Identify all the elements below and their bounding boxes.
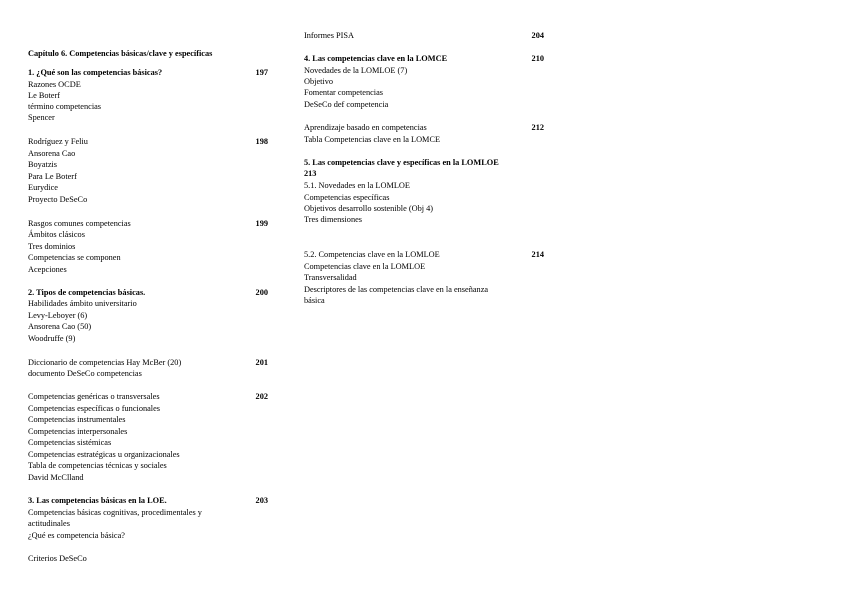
toc-entry	[28, 530, 268, 541]
toc-entry-text: Para Le Boterf	[28, 172, 77, 181]
toc-entry	[28, 229, 268, 240]
toc-entry-text: Proyecto DeSeCo	[28, 195, 88, 204]
toc-entry	[28, 333, 268, 344]
toc-entry-text: Transversalidad	[304, 273, 357, 282]
toc-entry-text: Descriptores de las competencias clave en la enseñanza	[304, 285, 489, 294]
toc-entry	[304, 284, 544, 295]
toc-entry-text: Competencias específicas o funcionales	[28, 404, 161, 413]
toc-entry	[28, 310, 268, 321]
toc-entry-text: Competencias básicas cognitivas, procedimentales y	[28, 508, 202, 517]
toc-entry	[304, 214, 544, 225]
toc-entry-text: 213	[304, 169, 317, 178]
toc-entry-text: Spencer	[28, 113, 55, 122]
page-number: 202	[255, 392, 268, 401]
toc-entry-text: Informes PISA	[304, 31, 355, 40]
toc-entry	[304, 122, 544, 133]
toc-entry	[28, 90, 268, 101]
toc-entry	[304, 249, 544, 260]
toc-entry	[28, 252, 268, 263]
toc-entry-text: Criterios DeSeCo	[28, 554, 87, 563]
toc-entry	[304, 76, 544, 87]
toc-entry	[28, 194, 268, 205]
toc-entry-text: básica	[304, 296, 325, 305]
toc-heading	[304, 53, 544, 64]
toc-entry-text: Boyatzis	[28, 160, 58, 169]
toc-entry	[28, 79, 268, 90]
toc-heading	[28, 495, 268, 506]
toc-entry	[28, 241, 268, 252]
toc-entry-text: Diccionario de competencias Hay McBer (20)	[28, 358, 182, 367]
toc-entry-text: 3. Las competencias básicas en la LOE.	[28, 496, 167, 505]
page-number: 200	[255, 288, 268, 297]
toc-entry-text: Competencias sistémicas	[28, 438, 112, 447]
toc-entry	[28, 264, 268, 275]
toc-entry	[304, 99, 544, 110]
toc-entry	[28, 368, 268, 379]
toc-entry	[28, 403, 268, 414]
toc-entry	[28, 553, 268, 564]
toc-heading	[28, 287, 268, 298]
toc-entry-text: término competencias	[28, 102, 102, 111]
toc-entry	[28, 218, 268, 229]
toc-entry	[304, 87, 544, 98]
toc-entry	[28, 101, 268, 112]
toc-entry-text: 4. Las competencias clave en la LOMCE	[304, 54, 448, 63]
toc-entry	[28, 171, 268, 182]
toc-entry	[28, 472, 268, 483]
toc-entry-text: Competencias instrumentales	[28, 415, 126, 424]
toc-entry-text: Acepciones	[28, 265, 67, 274]
toc-heading	[304, 157, 544, 168]
toc-entry	[28, 112, 268, 123]
page-number: 214	[531, 250, 544, 259]
toc-entry-text: Habilidades ámbito universitario	[28, 299, 137, 308]
toc-entry-text: 5.2. Competencias clave en la LOMLOE	[304, 250, 440, 259]
toc-entry	[304, 180, 544, 191]
toc-entry-text: Aprendizaje basado en competencias	[304, 123, 427, 132]
toc-entry	[28, 437, 268, 448]
toc-entry-text: documento DeSeCo competencias	[28, 369, 142, 378]
toc-entry-text: Levy-Leboyer (6)	[28, 311, 88, 320]
toc-entry	[304, 203, 544, 214]
toc-entry-text: David McClland	[28, 473, 84, 482]
toc-entry-text: 5. Las competencias clave y específicas en la LOMLOE	[304, 158, 499, 167]
toc-entry	[304, 272, 544, 283]
toc-entry-text: Ansorena Cao	[28, 149, 76, 158]
page-number: 212	[531, 123, 544, 132]
toc-entry-text: Tres dominios	[28, 242, 76, 251]
toc-entry-text: Novedades de la LOMLOE (7)	[304, 66, 408, 75]
toc-entry-text: Ansorena Cao (50)	[28, 322, 92, 331]
toc-entry-text: Ámbitos clásicos	[28, 230, 85, 239]
toc-entry-text: 5.1. Novedades en la LOMLOE	[304, 181, 410, 190]
toc-entry-text: actitudinales	[28, 519, 70, 528]
toc-entry	[28, 136, 268, 147]
toc-entry	[304, 192, 544, 203]
page-number: 199	[255, 219, 268, 228]
page-number: 201	[255, 358, 268, 367]
page-number: 198	[255, 137, 268, 146]
toc-entry	[28, 518, 268, 529]
toc-entry-text: Tabla Competencias clave en la LOMCE	[304, 135, 441, 144]
toc-heading	[28, 48, 268, 59]
toc-heading	[28, 67, 268, 78]
toc-entry-text: DeSeCo def competencia	[304, 100, 389, 109]
page-number: 203	[255, 496, 268, 505]
toc-entry-text: 1. ¿Qué son las competencias básicas?	[28, 68, 163, 77]
toc-entry-text: ¿Qué es competencia básica?	[28, 531, 125, 540]
toc-entry-text: Objetivos desarrollo sostenible (Obj 4)	[304, 204, 434, 213]
toc-entry-text: Rasgos comunes competencias	[28, 219, 131, 228]
toc-entry	[304, 134, 544, 145]
toc-entry-text: Rodríguez y Feliu	[28, 137, 88, 146]
toc-entry-text: Woodruffe (9)	[28, 334, 76, 343]
toc-entry	[28, 321, 268, 332]
toc-entry-text: Fomentar competencias	[304, 88, 384, 97]
toc-entry	[28, 449, 268, 460]
toc-entry	[28, 391, 268, 402]
toc-entry-text: Competencias interpersonales	[28, 427, 128, 436]
toc-entry	[304, 65, 544, 76]
toc-entry	[28, 148, 268, 159]
toc-entry	[28, 426, 268, 437]
toc-entry	[28, 298, 268, 309]
toc-entry	[28, 460, 268, 471]
toc-entry-text: Razones OCDE	[28, 80, 81, 89]
toc-entry	[304, 295, 544, 306]
toc-entry-text: Eurydice	[28, 183, 58, 192]
toc-entry-text: Competencias genéricas o transversales	[28, 392, 160, 401]
toc-entry-text: Competencias estratégicas u organizacionales	[28, 450, 180, 459]
toc-entry-text: Competencias clave en la LOMLOE	[304, 262, 426, 271]
page-number: 204	[531, 31, 544, 40]
toc-entry	[28, 182, 268, 193]
toc-heading	[304, 168, 544, 179]
toc-entry-text: Competencias específicas	[304, 193, 390, 202]
toc-entry-text: Capítulo 6. Competencias básicas/clave y específicas	[28, 49, 213, 58]
toc-entry	[28, 507, 268, 518]
toc-entry	[28, 414, 268, 425]
toc-entry	[304, 30, 544, 41]
toc-entry	[28, 159, 268, 170]
toc-entry-text: Tabla de competencias técnicas y sociales	[28, 461, 167, 470]
toc-entry-text: 2. Tipos de competencias básicas.	[28, 288, 146, 297]
page-number: 210	[531, 54, 544, 63]
toc-entry-text: Objetivo	[304, 77, 334, 86]
toc-entry	[28, 357, 268, 368]
toc-entry	[304, 261, 544, 272]
page-number: 197	[255, 68, 268, 77]
toc-entry-text: Le Boterf	[28, 91, 61, 100]
toc-entry-text: Competencias se componen	[28, 253, 121, 262]
toc-entry-text: Tres dimensiones	[304, 215, 363, 224]
